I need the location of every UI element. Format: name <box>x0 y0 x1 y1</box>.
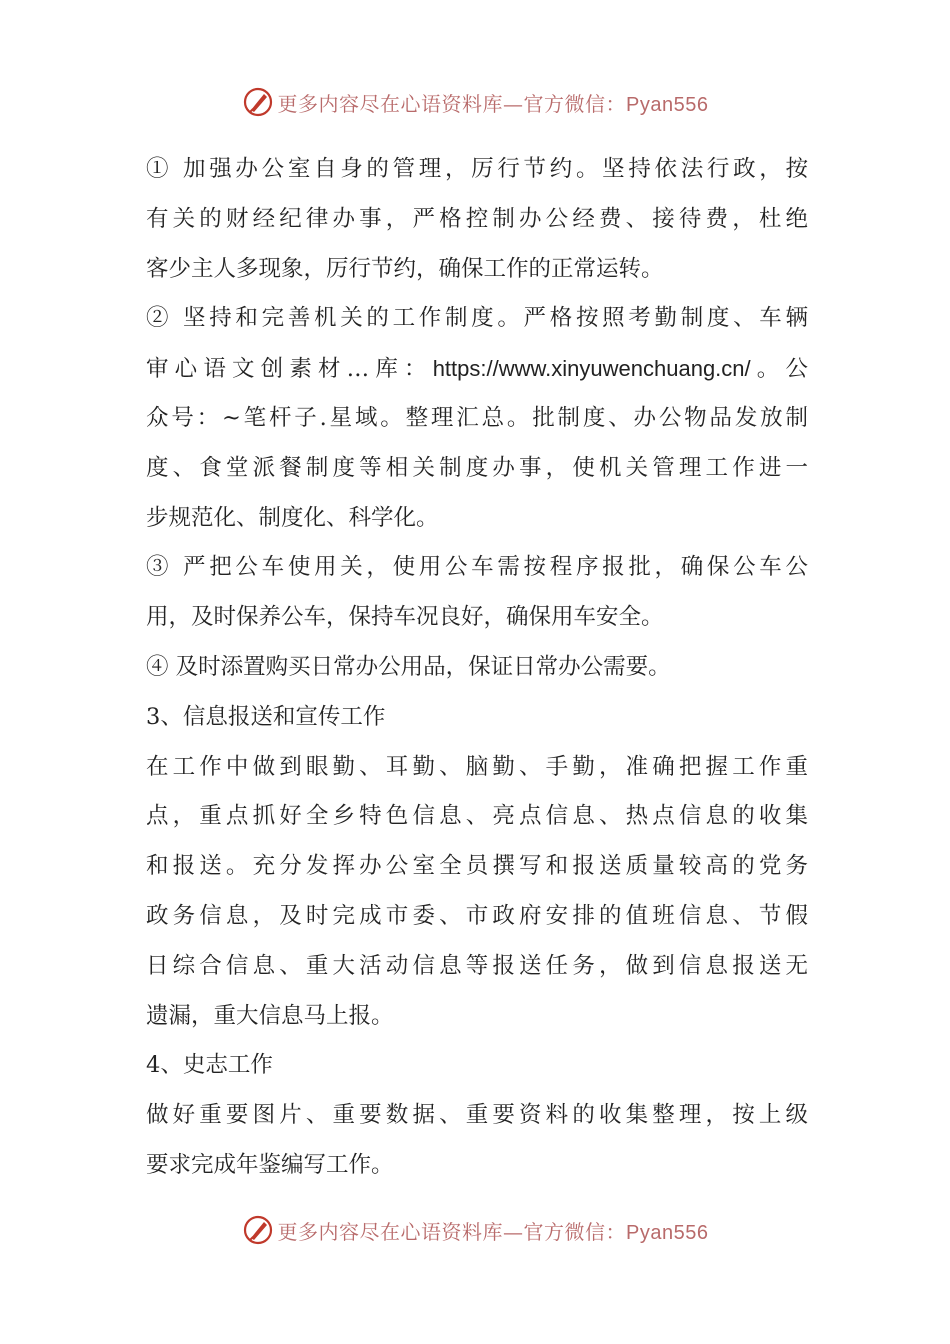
body-line: 和报送。充分发挥办公室全员撰写和报送质量较高的党务 <box>146 853 808 880</box>
body-line-with-link <box>146 344 808 394</box>
body-line: ② 坚持和完善机关的工作制度。严格按照考勤制度、车辆 <box>146 305 808 332</box>
header-banner <box>0 82 950 122</box>
body-line: 要求完成年鉴编写工作。 <box>146 1151 394 1178</box>
body-line: 政务信息，及时完成市委、市政府安排的值班信息、节假 <box>146 902 808 929</box>
body-line: 遗漏，重大信息马上报。 <box>146 1002 394 1029</box>
header-wechat-id: Pyan556 <box>626 93 709 116</box>
body-line: 有关的财经纪律办事，严格控制办公经费、接待费，杜绝 <box>146 205 808 232</box>
body-line: 点，重点抓好全乡特色信息、亮点信息、热点信息的收集 <box>146 803 808 830</box>
body-line: 日综合信息、重大活动信息等报送任务，做到信息报送无 <box>146 952 808 979</box>
body-line: 在工作中做到眼勤、耳勤、脑勤、手勤，准确把握工作重 <box>146 753 808 780</box>
section-heading: 4、史志工作 <box>146 1052 273 1079</box>
body-line-prefix: 审心语文创素材…库： <box>146 356 433 383</box>
body-line: ④ 及时添置购买日常办公用品，保证日常办公需要。 <box>146 653 671 680</box>
quill-logo-icon <box>242 86 274 118</box>
section-heading: 3、信息报送和宣传工作 <box>146 703 386 730</box>
body-line: 客少主人多现象，厉行节约，确保工作的正常运转。 <box>146 255 664 282</box>
body-line: ③ 严把公车使用关，使用公车需按程序报批，确保公车公 <box>146 554 808 581</box>
body-line: 用，及时保养公车，保持车况良好，确保用车安全。 <box>146 604 664 631</box>
quill-logo-icon <box>242 1214 274 1246</box>
header-banner-text: 更多内容尽在心语资料库—官方微信：Pyan556 <box>277 91 709 116</box>
body-line: 众号：~笔杆子.星域。整理汇总。批制度、办公物品发放制 <box>146 404 808 431</box>
body-line: ① 加强办公室自身的管理，厉行节约。坚持依法行政，按 <box>146 156 808 182</box>
body-line: 度、食堂派餐制度等相关制度办事，使机关管理工作进一 <box>146 454 808 481</box>
footer-banner <box>0 1210 950 1250</box>
footer-wechat-id: Pyan556 <box>626 1221 709 1244</box>
footer-banner-text: 更多内容尽在心语资料库—官方微信：Pyan556 <box>277 1219 709 1244</box>
body-line-suffix: 。公 <box>750 356 808 383</box>
document-body <box>146 145 808 1191</box>
body-line: 步规范化、制度化、科学化。 <box>146 504 439 531</box>
website-link[interactable]: https://www.xinyuwenchuang.cn/ <box>432 356 751 382</box>
body-line: 做好重要图片、重要数据、重要资料的收集整理，按上级 <box>146 1102 808 1129</box>
